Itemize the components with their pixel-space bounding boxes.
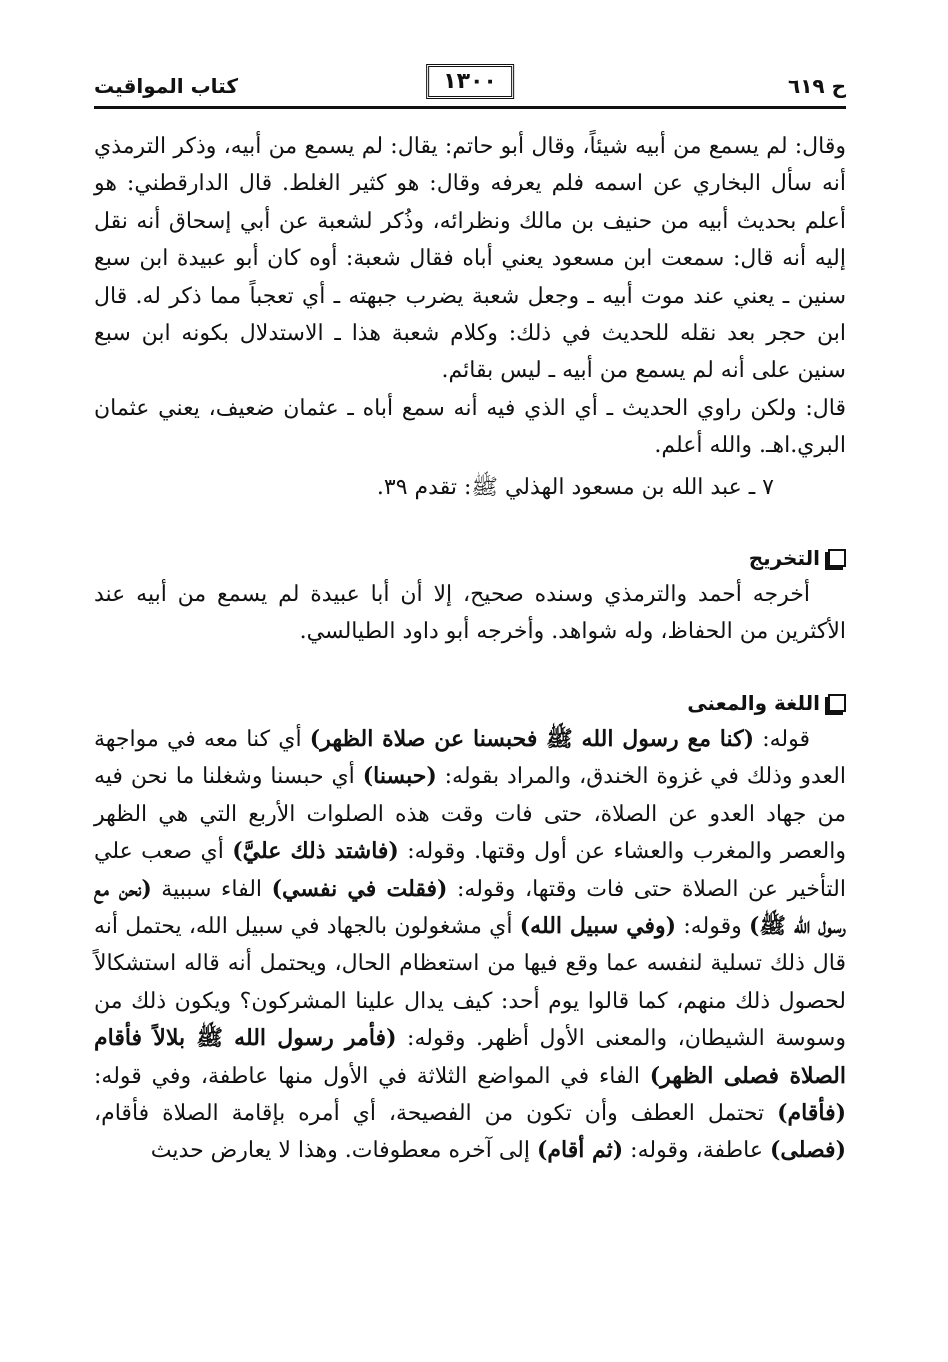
bold-quote: (فأمر رسول الله ﷺ بلالاً فأقام الصلاة فصلى الظهر) bbox=[94, 1025, 846, 1089]
bold-quote: (فأقام) bbox=[777, 1099, 846, 1126]
bold-quote: (كنا مع رسول الله ﷺ فحبسنا عن صلاة الظهر) bbox=[309, 725, 755, 752]
bold-quote: (فقلت في نفسي) bbox=[271, 875, 448, 902]
bold-quote: (فصلى) bbox=[769, 1137, 846, 1164]
text-run: الفاء سببية bbox=[151, 876, 272, 902]
bold-quote: (وفي سبيل الله) bbox=[519, 912, 677, 939]
chapter-title: كتاب المواقيت bbox=[94, 74, 238, 98]
text-run: أي حبسنا وشغلنا ما نحن فيه من جهاد العدو عن الصلاة، حتى فات وقت هذه الصلوات الأربع التي هي الظهر والعصر والمغرب والعشاء عن أول وقتها. وقوله: bbox=[94, 764, 846, 865]
text-run: عاطفة، وقوله: bbox=[623, 1138, 770, 1164]
bold-quote: (حبسنا) bbox=[362, 763, 437, 790]
hadith-number: ح ٦١٩ bbox=[787, 74, 846, 98]
bold-quote: (نحن مع رسول الله ﷺ) bbox=[94, 875, 847, 939]
text-run: أي صعب علي التأخير عن الصلاة حتى فات وقتها، وقوله: bbox=[94, 839, 846, 902]
checkbox-square-icon bbox=[828, 694, 846, 712]
section-title: التخريج bbox=[748, 546, 820, 571]
checkbox-square-icon bbox=[828, 549, 846, 567]
paragraph-narrator-notes-cont: قال: ولكن راوي الحديث ـ أي الذي فيه أنه سمع أباه ـ عثمان ضعيف، يعني عثمان البري.اهـ. والله أعلم. bbox=[94, 395, 846, 459]
text-run: إلى آخره معطوفات. وهذا لا يعارض حديث bbox=[150, 1138, 537, 1164]
bold-quote: (فاشتد ذلك عليَّ) bbox=[232, 838, 399, 865]
section-heading-takhrij bbox=[94, 546, 846, 570]
paragraph-narrator-reference: ٧ ـ عبد الله بن مسعود الهذلي ﷺ: تقدم ٣٩. bbox=[376, 474, 774, 500]
text-run: تحتمل العطف وأن تكون من الفصيحة، أي أمره بإقامة الصلاة فأقام، bbox=[94, 1100, 778, 1126]
section-heading-language-meaning bbox=[94, 691, 846, 715]
text-run: أي كنا معه في مواجهة العدو وذلك في غزوة الخندق، والمراد بقوله: bbox=[94, 726, 846, 790]
paragraph-narrator-notes: وقال: لم يسمع من أبيه شيئاً، وقال أبو حاتم: يقال: لم يسمع من أبيه، وذكر الترمذي أنه سأل البخاري عن اسمه فلم يعرفه وقال: هو كثير الغلط. قال الدارقطني: هو أعلم بحديث أبيه من حنيف بن مالك ونظرائه، وذُكر لشعبة عن أبي إسحاق أنه نقل إليه أنه قال: سمعت ابن مسعود يعني أباه فقال شعبة: أوه كان أبو عبيدة ابن سبع سنين ـ يعني عند موت أبيه ـ وجعل شعبة يضرب جبهته ـ أي تعجباً مما ذكر له. قال ابن حجر بعد نقله للحديث في ذلك: وكلام شعبة هذا ـ الاستدلال بكونه ابن سبع سنين على أنه لم يسمع من أبيه ـ ليس بقائم. bbox=[94, 134, 847, 384]
section-title: اللغة والمعنى bbox=[687, 690, 820, 715]
bold-quote: (ثم أقام) bbox=[536, 1137, 624, 1164]
text-run: أي مشغولون بالجهاد في سبيل الله، يحتمل أنه قال ذلك تسلية لنفسه عما وقع فيها من استعظام الحال، ويحتمل أنه قاله استشكالاً لحصول ذلك منهم، كما قالوا يوم أحد: كيف يدال علينا المشركون؟ ويكون ذلك من وسوسة الشيطان، والمعنى الأول أظهر. وقوله: bbox=[94, 913, 847, 1052]
text-run: وقوله: bbox=[676, 913, 749, 939]
header-rule bbox=[94, 106, 846, 109]
paragraph-takhrij: أخرجه أحمد والترمذي وسنده صحيح، إلا أن أبا عبيدة لم يسمع من أبيه عند الأكثرين من الحفاظ، وله شواهد. وأخرجه أبو داود الطيالسي. bbox=[94, 582, 846, 645]
text-run: الفاء في المواضع الثلاثة في الأول منها عاطفة، وفي قوله: bbox=[94, 1063, 650, 1089]
paragraph-language-meaning bbox=[94, 721, 846, 1170]
book-page bbox=[94, 64, 846, 1354]
text-run: قوله: bbox=[754, 726, 810, 752]
page-header bbox=[94, 64, 846, 122]
page-number: ١٣٠٠ bbox=[426, 64, 514, 99]
